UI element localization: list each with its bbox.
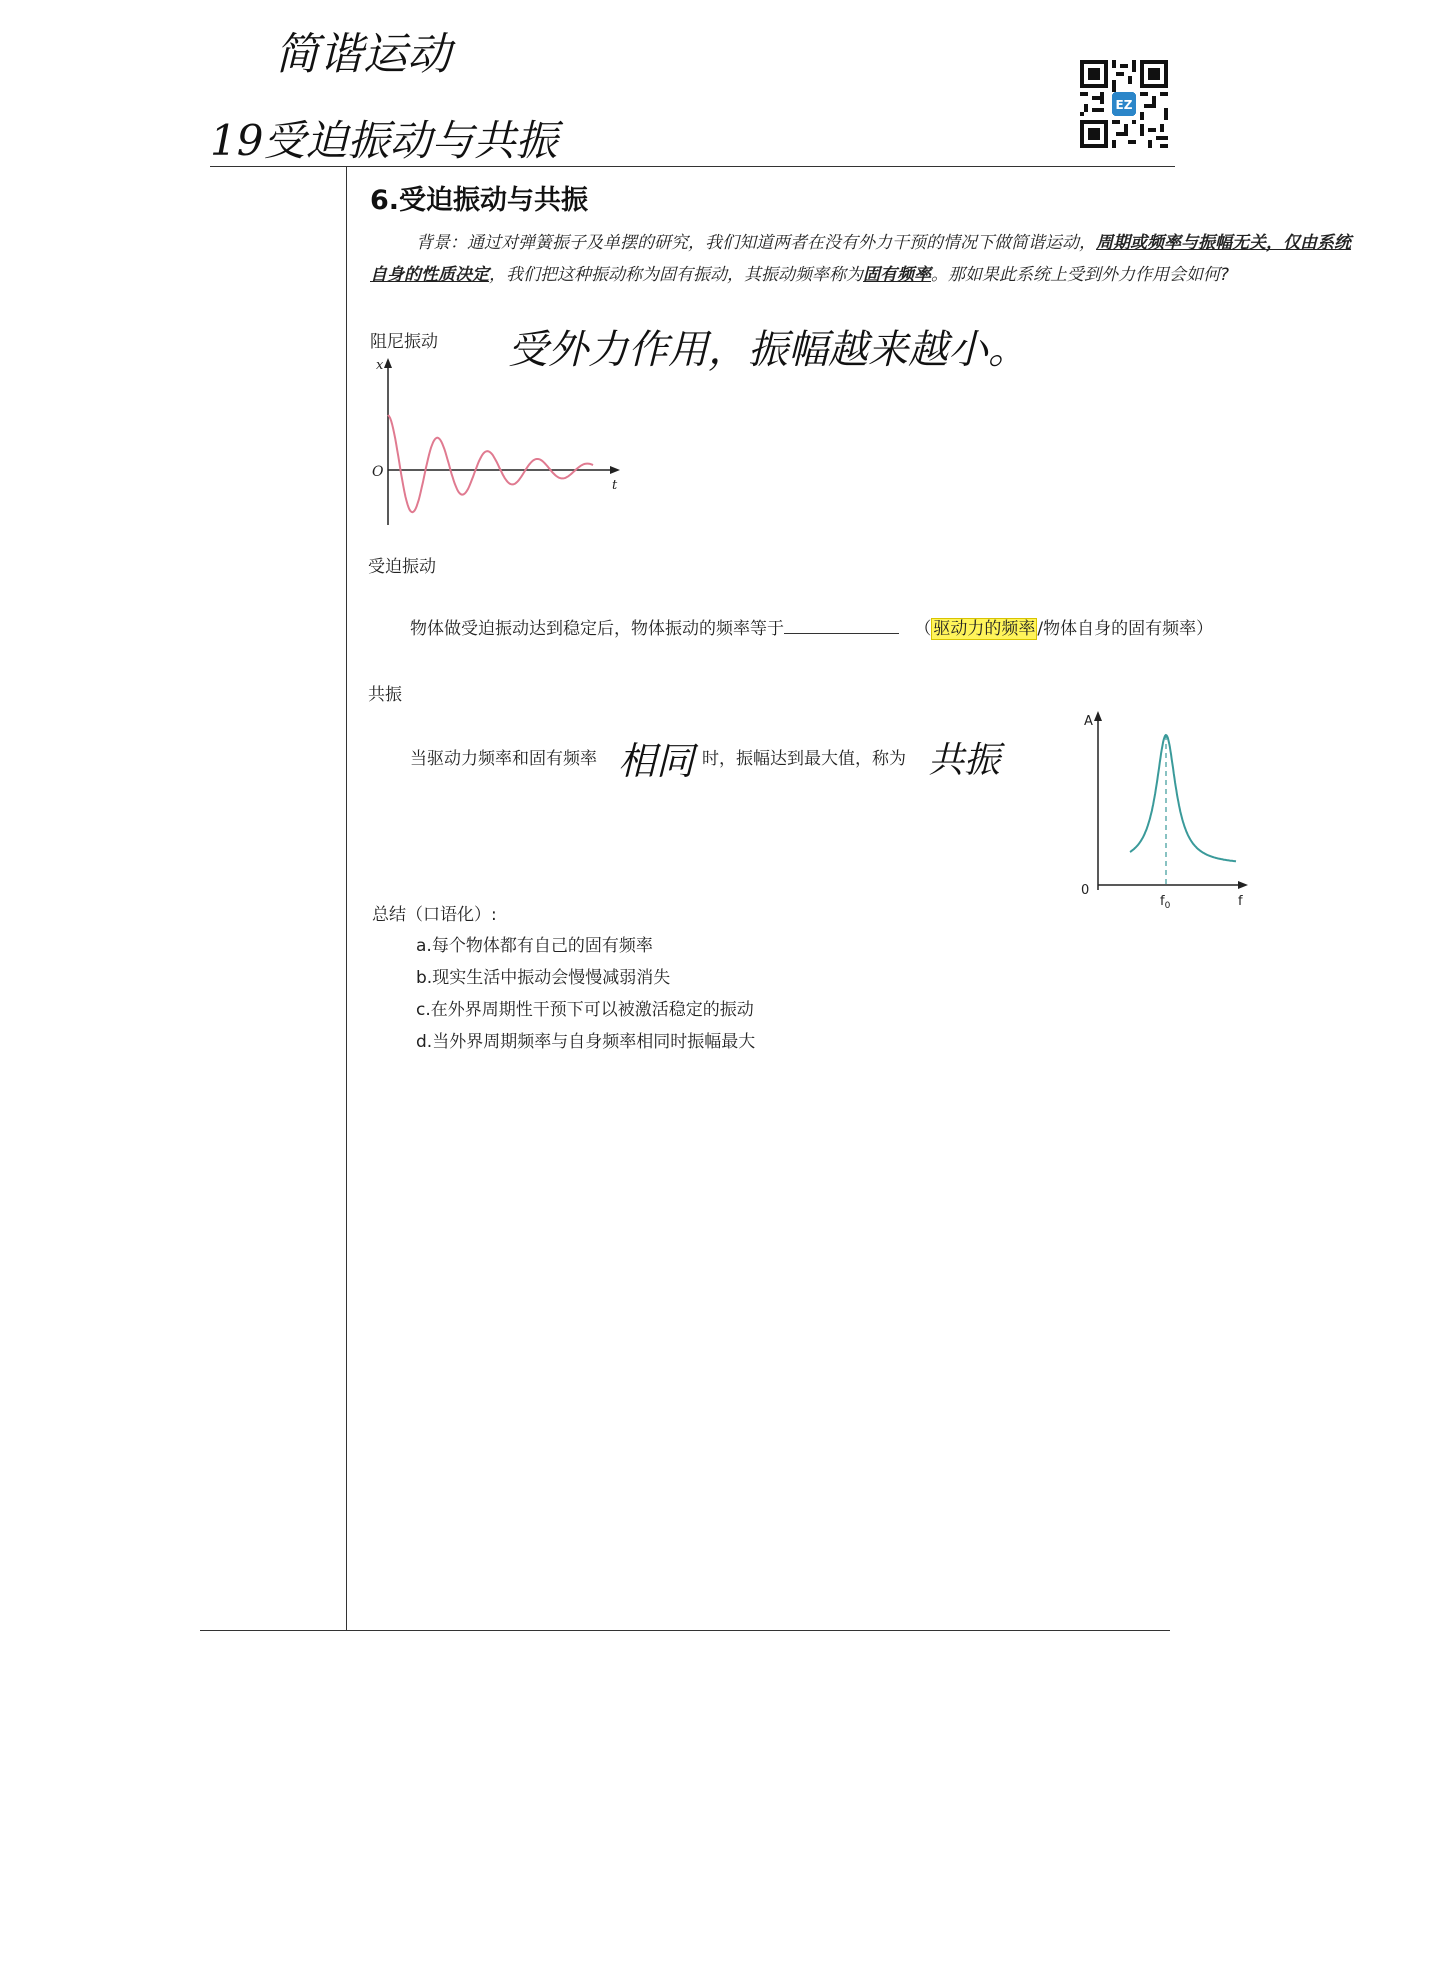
footer-divider bbox=[200, 1630, 1170, 1631]
resonance-handwritten-same: 相同 bbox=[618, 739, 695, 783]
forced-sentence bbox=[410, 614, 1213, 639]
handwritten-title: 简谐运动 bbox=[275, 29, 451, 80]
summary-title: 总结（口语化）: bbox=[372, 905, 497, 925]
damped-vibration-graph bbox=[360, 355, 630, 540]
summary-item: b.现实生活中振动会慢慢减弱消失 bbox=[416, 968, 671, 988]
section-title: 6.受迫振动与共振 bbox=[370, 185, 589, 216]
forced-answer-blank[interactable] bbox=[784, 617, 899, 634]
qr-code bbox=[1080, 60, 1168, 148]
resonance-handwritten-answer: 共振 bbox=[928, 740, 1001, 781]
resonance-graph bbox=[1078, 705, 1258, 910]
summary-list bbox=[416, 930, 755, 1058]
resonance-label: 共振 bbox=[368, 685, 402, 705]
damped-y-arrow bbox=[384, 358, 392, 368]
resonance-x-label: f bbox=[1238, 894, 1243, 909]
background-emphasis-1: 周期或频率与振幅无关，仅由系统自身的性质决定 bbox=[370, 233, 1351, 285]
summary-item: c.在外界周期性干预下可以被激活稳定的振动 bbox=[416, 1000, 754, 1020]
resonance-y-arrow bbox=[1094, 711, 1102, 721]
damped-origin-label: O bbox=[372, 464, 384, 480]
background-suffix: 。那如果此系统上受到外力作用会如何? bbox=[931, 265, 1230, 285]
forced-sentence-text: 物体做受迫振动达到稳定后，物体振动的频率等于 bbox=[410, 619, 784, 639]
resonance-y-label: A bbox=[1084, 714, 1093, 729]
damped-label: 阻尼振动 bbox=[370, 332, 438, 352]
resonance-origin-label: 0 bbox=[1081, 883, 1090, 898]
background-paragraph bbox=[370, 227, 1365, 291]
margin-divider bbox=[346, 166, 347, 1630]
summary-item: a.每个物体都有自己的固有频率 bbox=[416, 936, 653, 956]
damped-y-label: x bbox=[376, 358, 384, 373]
resonance-x-arrow bbox=[1238, 881, 1248, 889]
damped-x-label: t bbox=[612, 478, 618, 493]
forced-option-rest: /物体自身的固有频率） bbox=[1037, 619, 1214, 639]
forced-label: 受迫振动 bbox=[368, 557, 436, 577]
handwritten-subtitle: 19受迫振动与共振 bbox=[210, 116, 558, 165]
background-prefix: 背景：通过对弹簧振子及单摆的研究，我们知道两者在没有外力干预的情况下做简谐运动， bbox=[416, 233, 1096, 253]
damped-curve bbox=[388, 415, 593, 512]
header-divider bbox=[210, 166, 1175, 167]
resonance-curve bbox=[1130, 735, 1236, 861]
background-middle: ，我们把这种振动称为固有振动，其振动频率称为 bbox=[489, 265, 863, 285]
resonance-part1: 当驱动力频率和固有频率 bbox=[410, 749, 597, 769]
resonance-peak-label: $f_0$ bbox=[1160, 894, 1171, 910]
damped-handwritten-note: 受外力作用，振幅越来越小。 bbox=[508, 327, 1028, 373]
qr-badge-text: EZ bbox=[1115, 98, 1133, 113]
forced-option-paren: （ bbox=[914, 619, 932, 639]
summary-item: d.当外界周期频率与自身频率相同时振幅最大 bbox=[416, 1032, 756, 1052]
resonance-part2: 时，振幅达到最大值，称为 bbox=[702, 749, 906, 769]
damped-x-arrow bbox=[610, 466, 620, 474]
background-emphasis-2: 固有频率 bbox=[863, 265, 931, 285]
forced-option-highlighted: 驱动力的频率 bbox=[933, 619, 1036, 639]
